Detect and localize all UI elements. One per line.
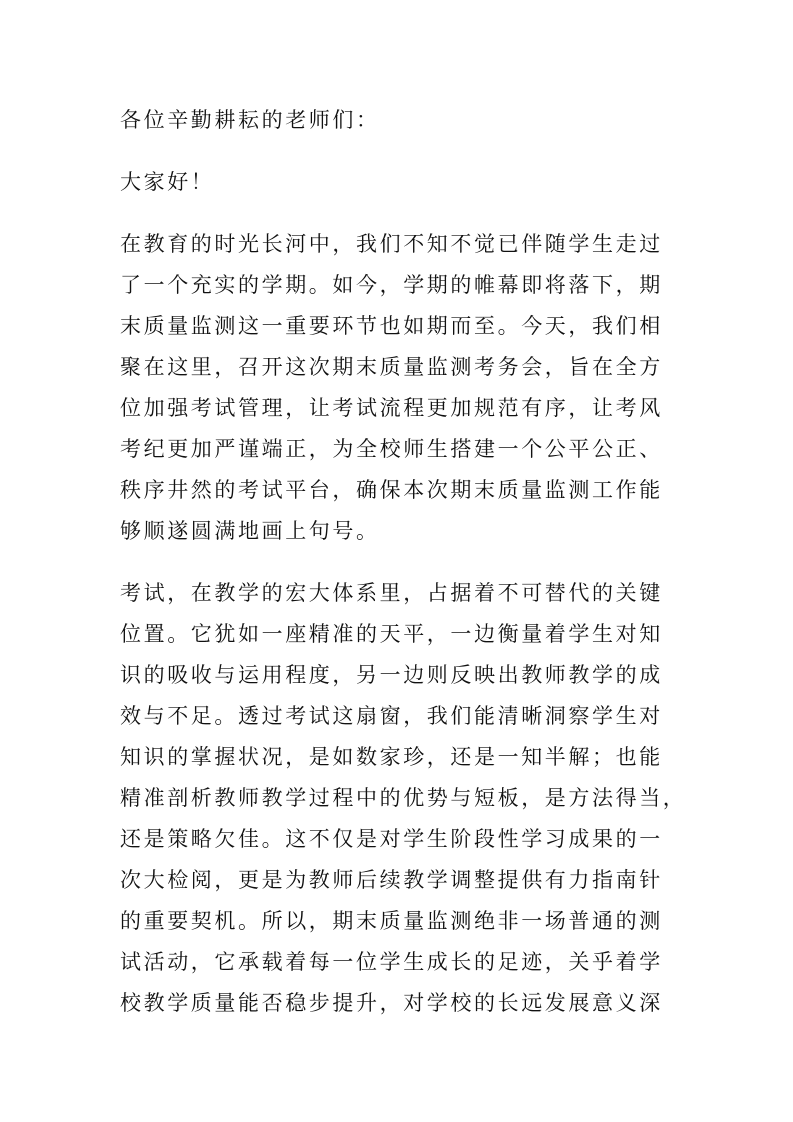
text-line: 的重要契机。所以，期末质量监测绝非一场普通的测 [120, 909, 663, 933]
text-line: 在教育的时光长河中，我们不知不觉已伴随学生走过 [120, 232, 663, 256]
text-line: 识的吸收与运用程度，另一边则反映出教师教学的成 [120, 663, 663, 687]
body-paragraph-1 [120, 224, 720, 552]
greeting: 大家好！ [120, 170, 215, 194]
text-line: 够顺遂圆满地画上句号。 [120, 519, 380, 543]
text-line: 次大检阅，更是为教师后续教学调整提供有力指南针 [120, 868, 663, 892]
text-line: 还是策略欠佳。这不仅是对学生阶段性学习成果的一 [120, 827, 663, 851]
body-paragraph-2 [120, 573, 720, 1024]
text-line: 知识的掌握状况，是如数家珍，还是一知半解；也能 [120, 745, 663, 769]
greeting-paragraph [120, 162, 720, 203]
text-line: 效与不足。透过考试这扇窗，我们能清晰洞察学生对 [120, 704, 663, 728]
text-line: 试活动，它承载着每一位学生成长的足迹，关乎着学 [120, 950, 663, 974]
salutation: 各位辛勤耕耘的老师们： [120, 108, 380, 132]
document-page [120, 100, 720, 1045]
text-line: 精准剖析教师教学过程中的优势与短板，是方法得当， [120, 786, 687, 810]
text-line: 了一个充实的学期。如今，学期的帷幕即将落下，期 [120, 273, 663, 297]
text-line: 位置。它犹如一座精准的天平，一边衡量着学生对知 [120, 622, 663, 646]
text-line: 聚在这里，召开这次期末质量监测考务会，旨在全方 [120, 355, 663, 379]
text-line: 秩序井然的考试平台，确保本次期末质量监测工作能 [120, 478, 663, 502]
text-line: 考纪更加严谨端正，为全校师生搭建一个公平公正、 [120, 437, 663, 461]
salutation-paragraph [120, 100, 720, 141]
text-line: 位加强考试管理，让考试流程更加规范有序，让考风 [120, 396, 663, 420]
text-line: 校教学质量能否稳步提升，对学校的长远发展意义深 [120, 991, 663, 1015]
text-line: 考试，在教学的宏大体系里，占据着不可替代的关键 [120, 581, 663, 605]
text-line: 末质量监测这一重要环节也如期而至。今天，我们相 [120, 314, 663, 338]
